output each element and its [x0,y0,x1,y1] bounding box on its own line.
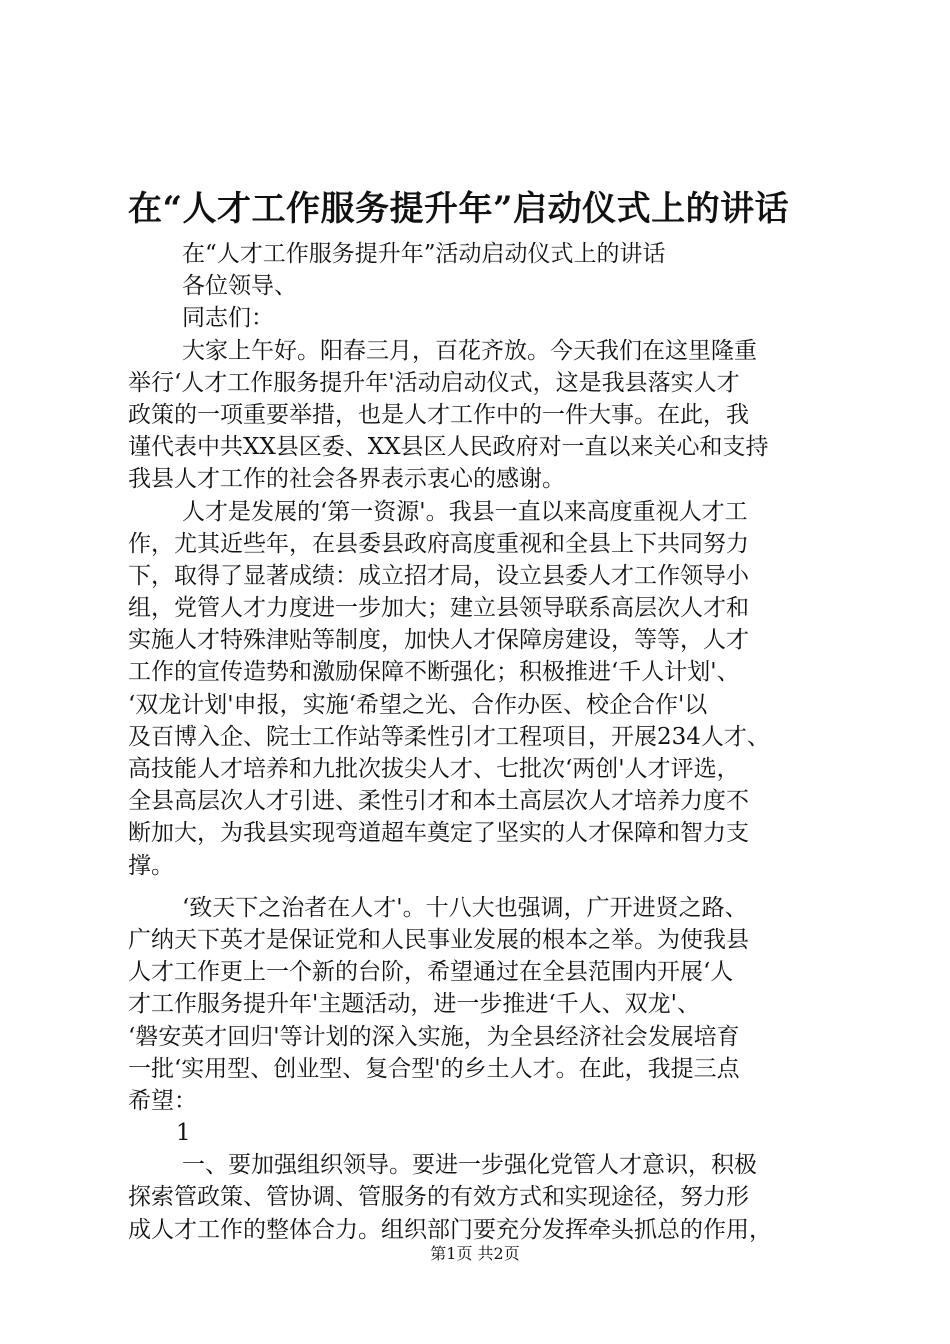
paragraph-line: 大家上午好。阳春三月，百花齐放。今天我们在这里隆重 [182,337,757,364]
inline-page-number: 1 [176,1120,191,1147]
subtitle-line: 在“人才工作服务提升年”活动启动仪式上的讲话 [182,241,666,267]
paragraph-line: 断加大，为我县实现弯道超车奠定了坚实的人才保障和智力支 [128,820,749,847]
paragraph-line: 全县高层次人才引进、柔性引才和本土高层次人才培养力度不 [128,788,749,815]
paragraph-line: 撑。 [128,852,174,879]
paragraph-line: 作，尤其近些年，在县委县政府高度重视和全县上下共同努力 [128,530,749,557]
paragraph-line: ‘致天下之治者在人才'。十八大也强调，广开进贤之路、 [182,894,748,921]
paragraph-line: 探索管政策、管协调、管服务的有效方式和实现途径，努力形 [128,1184,749,1211]
paragraph-line: 广纳天下英才是保证党和人民事业发展的根本之举。为使我县 [128,926,749,953]
paragraph-line: 实施人才特殊津贴等制度，加快人才保障房建设，等等，人才 [128,627,749,654]
paragraph-line: 谨代表中共XX县区委、XX县区人民政府对一直以来关心和支持 [128,434,769,461]
paragraph-line: ‘磐安英才回归'等计划的深入实施，为全县经济社会发展培育 [128,1023,740,1050]
paragraph-line: 下，取得了显著成绩：成立招才局，设立县委人才工作领导小 [128,562,749,589]
salutation-line: 同志们： [182,305,274,332]
paragraph-line: 政策的一项重要举措，也是人才工作中的一件大事。在此，我 [128,401,749,428]
paragraph-line: 一批‘实用型、创业型、复合型'的乡土人才。在此，我提三点 [128,1055,740,1082]
paragraph-line: ‘双龙计划'申报，实施‘希望之光、合作办医、校企合作'以 [128,691,708,718]
document-body [128,238,830,1246]
paragraph-line: 希望： [128,1087,197,1114]
paragraph-line: 及百博入企、院士工作站等柔性引才工程项目，开展234人才、 [128,723,770,750]
page-footer: 第1页 共2页 [430,1244,520,1263]
paragraph-line: 高技能人才培养和九批次拔尖人才、七批次‘两创'人才评选， [128,756,740,782]
paragraph-line: 组，党管人才力度进一步加大；建立县领导联系高层次人才和 [128,595,749,622]
paragraph-line: 我县人才工作的社会各界表示衷心的感谢。 [128,466,565,493]
paragraph-line: 举行‘人才工作服务提升年'活动启动仪式，这是我县落实人才 [128,369,740,396]
salutation-line: 各位领导、 [182,273,297,300]
paragraph-line: 人才是发展的‘第一资源'。我县一直以来高度重视人才工 [182,498,748,525]
paragraph-line: 才工作服务提升年'主题活动，进一步推进‘千人、双龙'、 [128,991,700,1018]
paragraph-line: 人才工作更上一个新的台阶，希望通过在全县范围内开展‘人 [128,959,734,986]
paragraph-line: 成人才工作的整体合力。组织部门要充分发挥牵头抓总的作用， [128,1216,772,1243]
document-title: 在“人才工作服务提升年”启动仪式上的讲话 [128,189,790,229]
paragraph-line: 一、要加强组织领导。要进一步强化党管人才意识，积极 [182,1152,757,1179]
paragraph-line: 工作的宣传造势和激励保障不断强化；积极推进‘千人计划'、 [128,659,740,686]
